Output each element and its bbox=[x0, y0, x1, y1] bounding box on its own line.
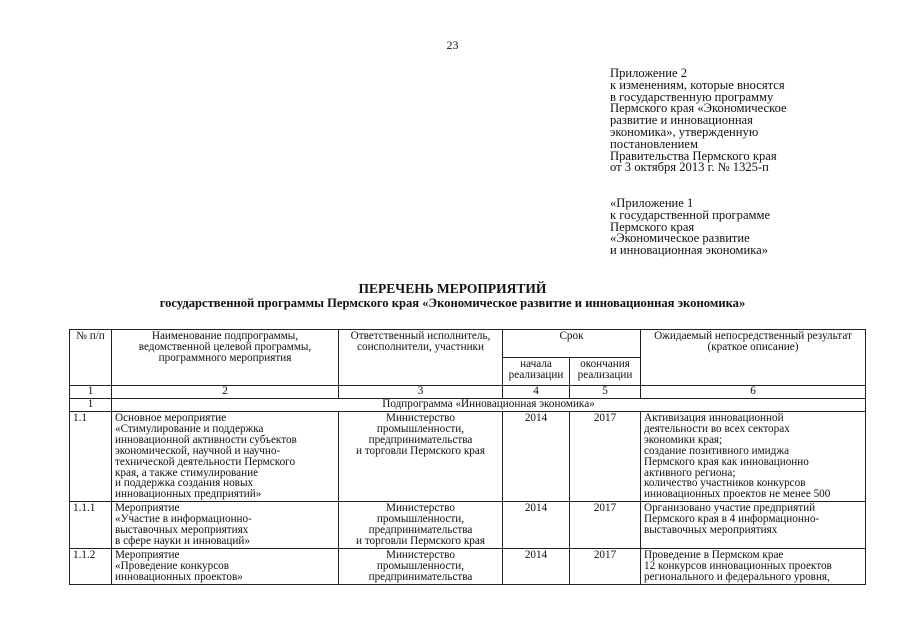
row-result bbox=[641, 502, 866, 549]
row-name-line: выставочных мероприятиях bbox=[115, 524, 249, 537]
appendix-1-line: к государственной программе bbox=[610, 207, 771, 222]
column-number: 2 bbox=[112, 386, 339, 399]
row-start: 2014 bbox=[503, 548, 570, 584]
row-executor-line: Министерство bbox=[386, 412, 455, 424]
row-name-line: «Проведение конкурсов bbox=[115, 559, 230, 572]
appendix-1-line: и инновационная экономика» bbox=[610, 243, 769, 258]
row-name-line: инновационных проектов» bbox=[115, 570, 243, 583]
row-name-line: инновационной активности субъектов bbox=[115, 433, 297, 446]
header-executor: Ответственный исполнитель, соисполнители, участники bbox=[339, 330, 503, 386]
appendix-1-header bbox=[610, 198, 770, 257]
subprogram-title: Подпрограмма «Инновационная экономика» bbox=[112, 399, 866, 412]
column-number: 6 bbox=[641, 386, 866, 399]
row-result-line: 12 конкурсов инновационных проектов bbox=[644, 559, 832, 572]
table-row bbox=[70, 412, 866, 502]
row-result-line: инновационных проектов не менее 500 bbox=[644, 488, 831, 501]
appendix-2-line: постановлением bbox=[610, 136, 698, 151]
row-result bbox=[641, 412, 866, 502]
row-result-line: Пермского края в 4 информационно- bbox=[644, 513, 820, 526]
appendix-2-header bbox=[610, 68, 787, 174]
row-name-line: инновационных предприятий» bbox=[115, 488, 262, 501]
appendix-2-line: экономика», утвержденную bbox=[610, 124, 759, 139]
column-number: 1 bbox=[70, 386, 112, 399]
row-result bbox=[641, 548, 866, 584]
header-num: № п/п bbox=[70, 330, 112, 386]
row-result-line: Активизация инновационной bbox=[644, 412, 784, 424]
column-number: 4 bbox=[503, 386, 570, 399]
column-number: 3 bbox=[339, 386, 503, 399]
table-row bbox=[70, 548, 866, 584]
document-title: ПЕРЕЧЕНЬ МЕРОПРИЯТИЙ bbox=[358, 281, 547, 296]
header-start: начала реализации bbox=[503, 358, 570, 386]
appendix-2-line: Пермского края «Экономическое bbox=[610, 101, 787, 116]
appendix-2-line: к изменениям, которые вносятся bbox=[610, 77, 785, 92]
row-result-line: создание позитивного имиджа bbox=[644, 444, 790, 457]
row-result-line: Пермского края как инновационно bbox=[644, 455, 809, 468]
row-result-line: количество участников конкурсов bbox=[644, 477, 806, 490]
appendix-2-line: в государственную программу bbox=[610, 89, 774, 104]
row-executor bbox=[339, 412, 503, 502]
row-start: 2014 bbox=[503, 502, 570, 549]
row-name-line: Мероприятие bbox=[115, 548, 180, 561]
row-name bbox=[112, 412, 339, 502]
header-name: Наименование подпрограммы, ведомственной целевой программы, программного мероприятия bbox=[112, 330, 339, 386]
row-executor-line: промышленности, bbox=[376, 422, 465, 435]
row-start: 2014 bbox=[503, 412, 570, 502]
row-name-line: «Стимулирование и поддержка bbox=[115, 422, 264, 435]
row-executor-line: промышленности, bbox=[376, 513, 465, 526]
row-executor bbox=[339, 548, 503, 584]
row-name-line: экономической, научной и научно- bbox=[115, 444, 281, 457]
row-name bbox=[112, 502, 339, 549]
row-name-line: «Участие в информационно- bbox=[115, 513, 252, 526]
row-result-line: Проведение в Пермском крае bbox=[644, 548, 784, 561]
row-name-line: Мероприятие bbox=[115, 502, 180, 515]
row-executor-line: предпринимательства bbox=[368, 570, 473, 583]
row-result-line: экономики края; bbox=[644, 433, 723, 446]
row-name-line: края, а также стимулирование bbox=[115, 466, 259, 479]
row-result-line: выставочных мероприятиях bbox=[644, 524, 778, 537]
appendix-1-line: Пермского края bbox=[610, 219, 695, 234]
appendix-2-line: Правительства Пермского края bbox=[610, 148, 777, 163]
row-executor-line: и торговли Пермского края bbox=[356, 534, 485, 547]
row-executor-line: и торговли Пермского края bbox=[356, 444, 485, 457]
row-executor-line: Министерство bbox=[386, 548, 455, 561]
row-end: 2017 bbox=[570, 548, 641, 584]
row-executor-line: промышленности, bbox=[376, 559, 465, 572]
row-num: 1.1.1 bbox=[70, 502, 112, 549]
row-result-line: активного региона; bbox=[644, 466, 736, 479]
row-executor-line: предпринимательства bbox=[368, 433, 473, 446]
subprogram-num: 1 bbox=[70, 399, 112, 412]
row-executor-line: Министерство bbox=[386, 502, 455, 515]
row-result-line: регионального и федерального уровня, bbox=[644, 570, 830, 583]
activities-table bbox=[69, 329, 866, 585]
row-executor-line: предпринимательства bbox=[368, 524, 473, 537]
row-name bbox=[112, 548, 339, 584]
row-num: 1.1.2 bbox=[70, 548, 112, 584]
row-result-line: Организовано участие предприятий bbox=[644, 502, 816, 515]
row-name-line: технической деятельности Пермского bbox=[115, 455, 296, 468]
appendix-1-line: «Приложение 1 bbox=[610, 196, 694, 210]
header-result: Ожидаемый непосредственный результат (краткое описание) bbox=[641, 330, 866, 386]
row-executor bbox=[339, 502, 503, 549]
appendix-2-line: от 3 октября 2013 г. № 1325-п bbox=[610, 160, 769, 175]
row-end: 2017 bbox=[570, 412, 641, 502]
row-end: 2017 bbox=[570, 502, 641, 549]
header-term: Срок bbox=[503, 330, 641, 358]
appendix-2-line: Приложение 2 bbox=[610, 66, 688, 80]
row-name-line: и поддержка создания новых bbox=[115, 477, 254, 490]
header-end: окончания реализации bbox=[570, 358, 641, 386]
column-number: 5 bbox=[570, 386, 641, 399]
row-name-line: в сфере науки и инноваций» bbox=[115, 534, 250, 547]
row-num: 1.1 bbox=[70, 412, 112, 502]
row-result-line: деятельности во всех секторах bbox=[644, 422, 790, 435]
row-name-line: Основное мероприятие bbox=[115, 412, 227, 424]
page-number: 23 bbox=[446, 38, 459, 52]
appendix-1-line: «Экономическое развитие bbox=[610, 231, 750, 246]
appendix-2-line: развитие и инновационная bbox=[610, 113, 753, 128]
table-row bbox=[70, 502, 866, 549]
document-subtitle: государственной программы Пермского края «Экономическое развитие и инновационная экономика» bbox=[159, 296, 746, 310]
